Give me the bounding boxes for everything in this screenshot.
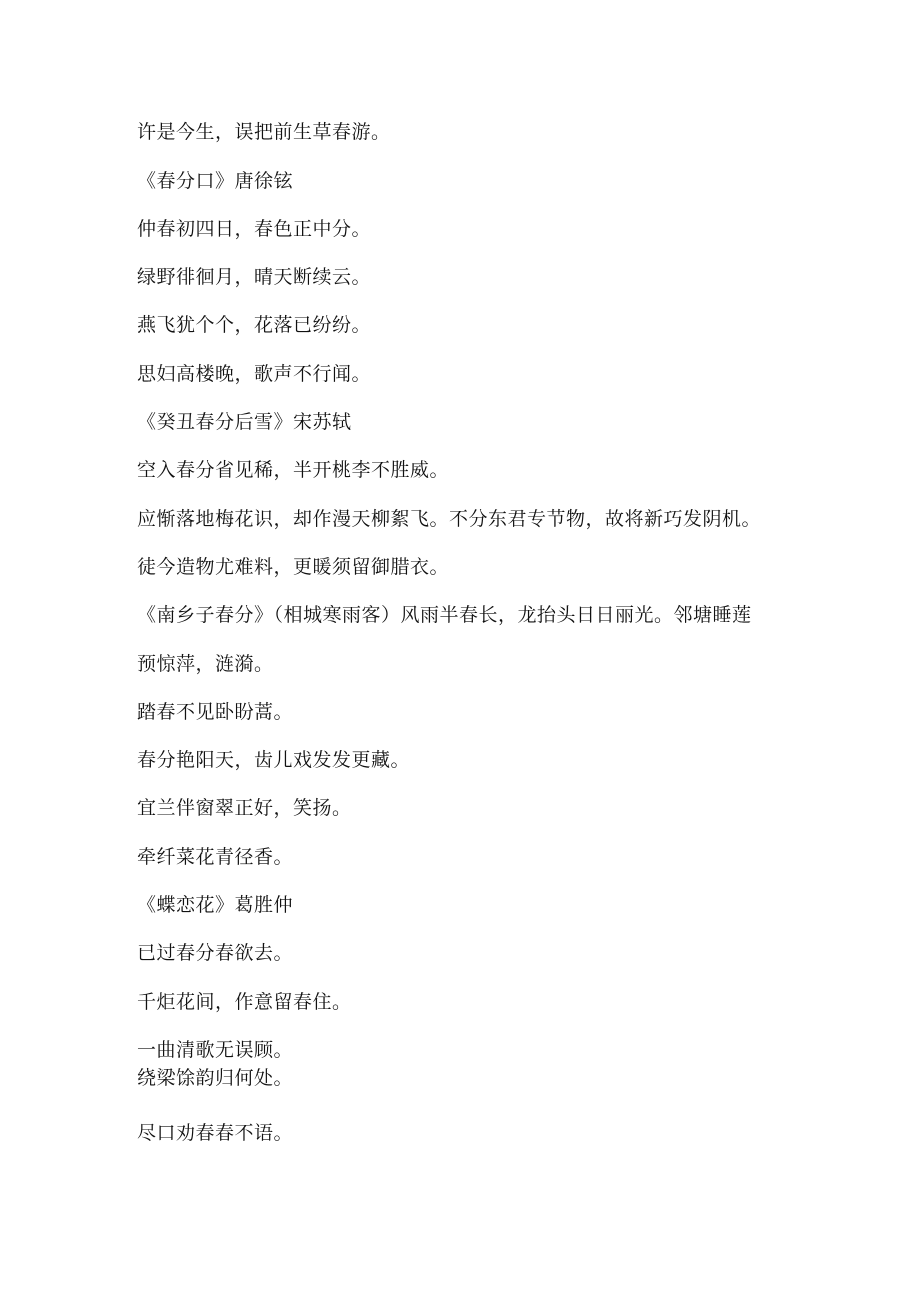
poem-title-line: 《南乡子春分》（相城寒雨客）风雨半春长，龙抬头日日丽光。邻塘睡莲 bbox=[137, 604, 752, 626]
text-line: 仲春初四日，春色正中分。 bbox=[137, 218, 372, 240]
text-line: 空入春分省见稀，半开桃李不胜威。 bbox=[137, 459, 450, 481]
text-line: 应惭落地梅花识，却作漫天柳絮飞。不分东君专节物，故将新巧发阴机。 bbox=[137, 508, 762, 530]
text-line: 一曲清歌无误顾。 bbox=[137, 1039, 294, 1061]
text-line: 预惊萍，涟漪。 bbox=[137, 653, 274, 675]
text-line: 宜兰伴窗翠正好，笑扬。 bbox=[137, 797, 352, 819]
poem-title: 《蝶恋花》葛胜仲 bbox=[137, 894, 294, 916]
text-line: 牵纤菜花青径香。 bbox=[137, 846, 294, 868]
text-line: 许是今生，误把前生草春游。 bbox=[137, 121, 391, 143]
text-line: 燕飞犹个个，花落已纷纷。 bbox=[137, 314, 372, 336]
text-line: 千炬花间，作意留春住。 bbox=[137, 991, 352, 1013]
poem-title: 《春分口》唐徐铉 bbox=[137, 170, 294, 192]
text-line: 尽口劝春春不语。 bbox=[137, 1122, 294, 1144]
text-line: 绕梁馀韵归何处。 bbox=[137, 1067, 294, 1089]
text-line: 踏春不见卧盼蒿。 bbox=[137, 701, 294, 723]
text-line: 绿野徘徊月，晴天断续云。 bbox=[137, 266, 372, 288]
text-line: 徒今造物尤难料，更暖须留御腊衣。 bbox=[137, 556, 450, 578]
text-line: 已过春分春欲去。 bbox=[137, 942, 294, 964]
poem-title: 《癸丑春分后雪》宋苏轼 bbox=[137, 411, 352, 433]
text-line: 春分艳阳天，齿儿戏发发更藏。 bbox=[137, 749, 411, 771]
text-line: 思妇高楼晚，歌声不行闻。 bbox=[137, 363, 372, 385]
